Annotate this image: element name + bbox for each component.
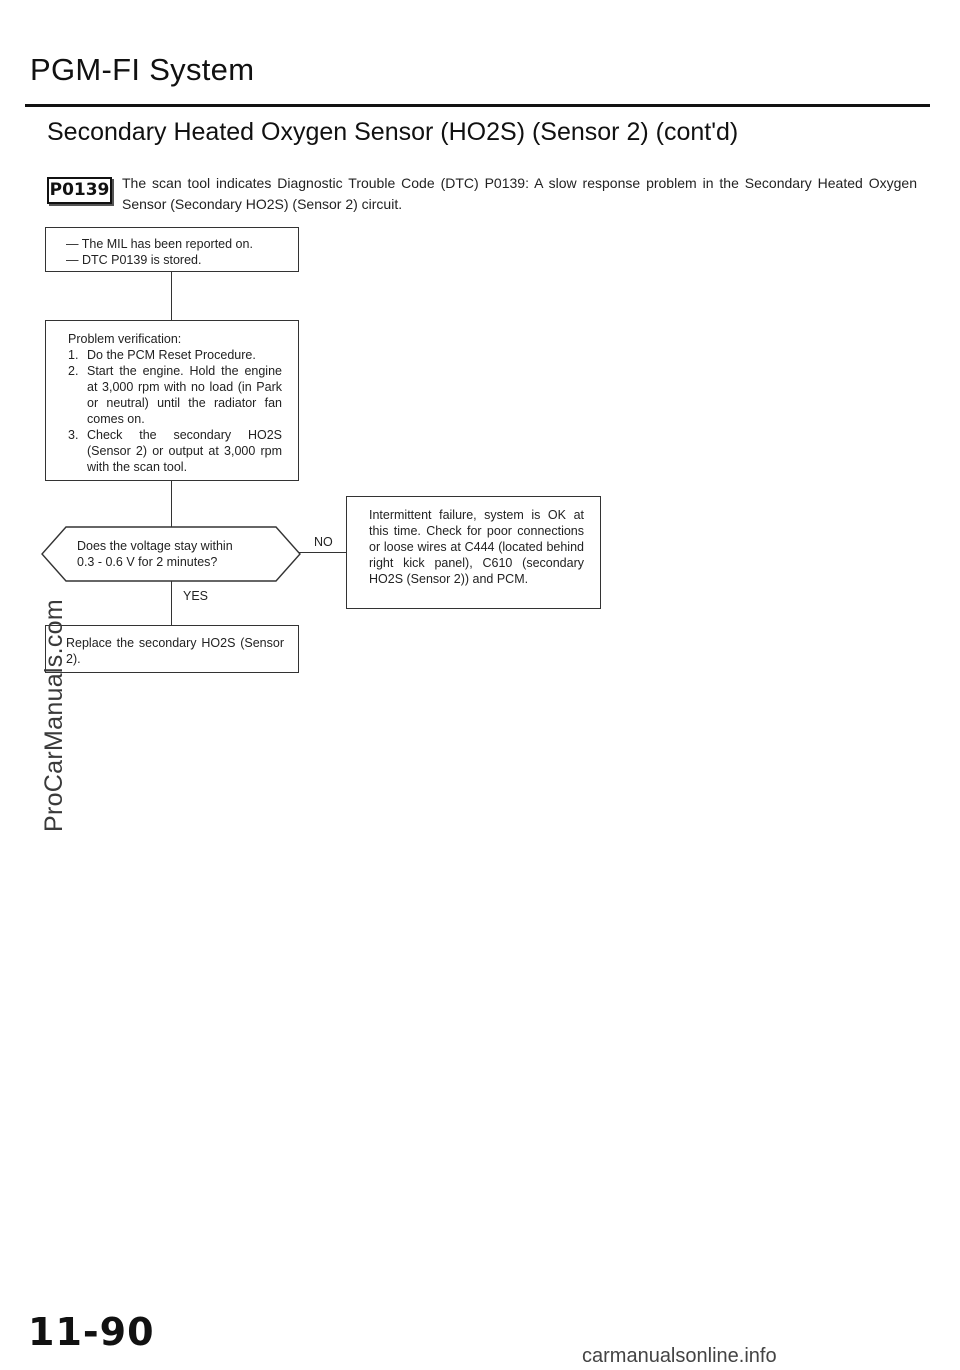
step-text: Do the PCM Reset Procedure. <box>87 348 256 362</box>
verification-heading: Problem verification: <box>68 332 182 346</box>
step-number: 1. <box>68 348 79 362</box>
bottom-watermark: carmanualsonline.info <box>582 1345 777 1367</box>
intermittent-failure-box: Intermittent failure, system is OK at this time. Check for poor connections or loose wires at C444 (located behind right kick panel), C610 (secondary HO2S (Sensor 2)) and PCM. <box>346 496 601 609</box>
connector-decision-intermittent <box>297 552 346 553</box>
section-subtitle: Secondary Heated Oxygen Sensor (HO2S) (Sensor 2) (cont'd) <box>47 118 739 146</box>
step-text: Start the engine. Hold the engine at 3,000 rpm with no load (in Park or neutral) until the radiator fan comes on. <box>87 364 282 426</box>
verification-step <box>68 363 282 427</box>
verification-step <box>68 347 282 363</box>
title-rule <box>25 104 930 107</box>
decision-question <box>77 538 277 570</box>
decision-question-line2: 0.3 - 0.6 V for 2 minutes? <box>77 555 218 569</box>
connector-status-verify <box>171 272 172 320</box>
status-line-mil: — The MIL has been reported on. <box>66 237 253 251</box>
decision-question-line1: Does the voltage stay within <box>77 539 233 553</box>
dtc-code-badge: P0139 <box>47 177 112 204</box>
connector-decision-replace <box>171 580 172 625</box>
page-title: PGM-FI System <box>30 52 255 87</box>
replace-sensor-box: Replace the secondary HO2S (Sensor 2). <box>45 625 299 673</box>
step-number: 3. <box>68 428 79 442</box>
dtc-description: The scan tool indicates Diagnostic Trouble Code (DTC) P0139: A slow response problem in the Secondary Heated Oxygen Sensor (Secondary HO2S) (Sensor 2) circuit. <box>122 175 917 212</box>
yes-branch-label: YES <box>183 589 209 603</box>
side-watermark: ProCarManuals.com <box>40 599 68 832</box>
step-number: 2. <box>68 364 79 378</box>
verification-step <box>68 427 282 475</box>
connector-verify-decision <box>171 481 172 528</box>
no-branch-label: NO <box>314 535 333 549</box>
status-box <box>45 227 299 272</box>
step-text: Check the secondary HO2S (Sensor 2) or output at 3,000 rpm with the scan tool. <box>87 428 282 474</box>
status-line-dtc: — DTC P0139 is stored. <box>66 253 202 267</box>
page-number: 11-90 <box>28 1310 155 1354</box>
problem-verification-box <box>45 320 299 481</box>
